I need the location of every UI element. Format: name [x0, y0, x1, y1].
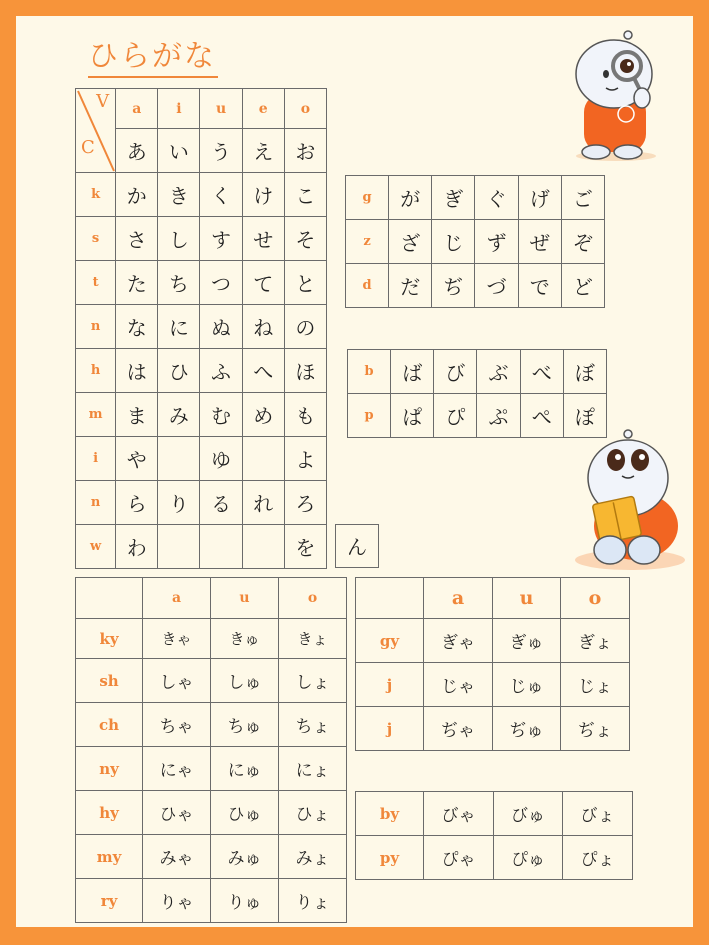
kana-cell: あ — [116, 129, 158, 173]
standalone-n-cell: ん — [335, 524, 379, 568]
empty-header-cell — [76, 578, 143, 619]
kana-cell: り — [158, 481, 200, 525]
kana-cell: しゅ — [211, 659, 279, 703]
youon-handakuten-table — [355, 791, 633, 880]
row-label: sh — [76, 659, 143, 703]
kana-cell: ば — [391, 350, 434, 394]
kana-cell: さ — [116, 217, 158, 261]
kana-cell: みょ — [279, 835, 347, 879]
kana-cell: ぶ — [477, 350, 520, 394]
row-label: ny — [76, 747, 143, 791]
kana-cell: ら — [116, 481, 158, 525]
kana-cell: ぜ — [518, 220, 561, 264]
row-label: n — [76, 481, 116, 525]
kana-cell: みゅ — [211, 835, 279, 879]
vowel-axis-label: V — [96, 91, 110, 112]
kana-cell: ぼ — [563, 350, 606, 394]
row-label: w — [76, 525, 116, 569]
kana-cell: きゅ — [211, 619, 279, 659]
row-label: ch — [76, 703, 143, 747]
kana-cell: びゃ — [424, 792, 494, 836]
kana-cell: ひゅ — [211, 791, 279, 835]
row-label: z — [346, 220, 389, 264]
kana-cell: ゆ — [200, 437, 242, 481]
kana-cell: う — [200, 129, 242, 173]
kana-cell: ぎゅ — [493, 619, 561, 663]
row-label: by — [356, 792, 424, 836]
kana-cell: ぢゃ — [424, 707, 493, 751]
kana-cell: ひ — [158, 349, 200, 393]
row-label: py — [356, 836, 424, 880]
column-header: o — [561, 578, 630, 619]
row-label: d — [346, 264, 389, 308]
row-label: ry — [76, 879, 143, 923]
kana-cell: て — [242, 261, 284, 305]
kana-cell: で — [518, 264, 561, 308]
kana-cell: な — [116, 305, 158, 349]
kana-cell: れ — [242, 481, 284, 525]
vowel-header: o — [284, 89, 326, 129]
kana-cell: びょ — [563, 792, 633, 836]
youon-table — [75, 577, 347, 923]
kana-cell — [200, 525, 242, 569]
kana-cell: む — [200, 393, 242, 437]
row-label: my — [76, 835, 143, 879]
kana-cell: ど — [561, 264, 604, 308]
kana-cell: ぢ — [432, 264, 475, 308]
vowel-header: i — [158, 89, 200, 129]
kana-cell: の — [284, 305, 326, 349]
row-label: k — [76, 173, 116, 217]
kana-cell: ず — [475, 220, 518, 264]
kana-cell: りゃ — [143, 879, 211, 923]
kana-cell: び — [434, 350, 477, 394]
kana-cell: そ — [284, 217, 326, 261]
kana-cell: よ — [284, 437, 326, 481]
kana-cell: みゃ — [143, 835, 211, 879]
kana-cell: に — [158, 305, 200, 349]
kana-cell: へ — [242, 349, 284, 393]
kana-cell: ぢゅ — [493, 707, 561, 751]
kana-cell: こ — [284, 173, 326, 217]
kana-cell: にゃ — [143, 747, 211, 791]
main-kana-table — [75, 88, 327, 569]
kana-cell: ひょ — [279, 791, 347, 835]
row-label: ky — [76, 619, 143, 659]
kana-cell: ぴ — [434, 394, 477, 438]
kana-cell: じゅ — [493, 663, 561, 707]
kana-cell: け — [242, 173, 284, 217]
kana-cell: びゅ — [494, 792, 563, 836]
column-header: a — [143, 578, 211, 619]
kana-cell: た — [116, 261, 158, 305]
vowel-header: e — [242, 89, 284, 129]
handakuten-table — [347, 349, 607, 438]
kana-cell: や — [116, 437, 158, 481]
kana-cell: だ — [389, 264, 432, 308]
kana-cell: ぴょ — [563, 836, 633, 880]
row-label: n — [76, 305, 116, 349]
kana-cell: る — [200, 481, 242, 525]
kana-cell — [158, 437, 200, 481]
kana-cell: ぽ — [563, 394, 606, 438]
row-label: h — [76, 349, 116, 393]
kana-cell: づ — [475, 264, 518, 308]
kana-cell: じ — [432, 220, 475, 264]
row-label: g — [346, 176, 389, 220]
row-label: p — [348, 394, 391, 438]
kana-cell — [158, 525, 200, 569]
kana-cell: お — [284, 129, 326, 173]
mascot-reading-icon — [570, 426, 685, 572]
kana-cell: げ — [518, 176, 561, 220]
kana-cell: す — [200, 217, 242, 261]
kana-cell: を — [284, 525, 326, 569]
kana-cell: ぎゃ — [424, 619, 493, 663]
kana-cell: しょ — [279, 659, 347, 703]
kana-cell: は — [116, 349, 158, 393]
kana-cell: ぞ — [561, 220, 604, 264]
kana-cell: め — [242, 393, 284, 437]
kana-cell: にゅ — [211, 747, 279, 791]
corner-cell — [76, 89, 116, 173]
row-label: hy — [76, 791, 143, 835]
vowel-header: a — [116, 89, 158, 129]
vowel-header: u — [200, 89, 242, 129]
kana-cell: りゅ — [211, 879, 279, 923]
kana-cell: しゃ — [143, 659, 211, 703]
kana-cell: ぺ — [520, 394, 563, 438]
kana-cell: きょ — [279, 619, 347, 659]
kana-cell: ほ — [284, 349, 326, 393]
kana-cell: き — [158, 173, 200, 217]
kana-cell: ちょ — [279, 703, 347, 747]
kana-cell: ぎ — [432, 176, 475, 220]
row-label: s — [76, 217, 116, 261]
kana-cell — [242, 437, 284, 481]
row-label: m — [76, 393, 116, 437]
mascot-magnifier-icon — [566, 28, 666, 164]
kana-cell: ぎょ — [561, 619, 630, 663]
row-label: j — [356, 663, 424, 707]
kana-cell: が — [389, 176, 432, 220]
column-header: o — [279, 578, 347, 619]
kana-cell: ちゃ — [143, 703, 211, 747]
kana-cell: せ — [242, 217, 284, 261]
kana-cell: も — [284, 393, 326, 437]
empty-header-cell — [356, 578, 424, 619]
dakuten-table — [345, 175, 605, 308]
kana-cell: と — [284, 261, 326, 305]
row-label: gy — [356, 619, 424, 663]
kana-cell: ぷ — [477, 394, 520, 438]
kana-cell: ちゅ — [211, 703, 279, 747]
kana-cell: ふ — [200, 349, 242, 393]
kana-cell: ぬ — [200, 305, 242, 349]
kana-cell: つ — [200, 261, 242, 305]
kana-cell: わ — [116, 525, 158, 569]
column-header: u — [493, 578, 561, 619]
kana-cell: ぴゅ — [494, 836, 563, 880]
kana-cell: じゃ — [424, 663, 493, 707]
kana-cell: ひゃ — [143, 791, 211, 835]
row-label: b — [348, 350, 391, 394]
kana-cell: か — [116, 173, 158, 217]
row-label: t — [76, 261, 116, 305]
kana-cell: し — [158, 217, 200, 261]
kana-cell: りょ — [279, 879, 347, 923]
kana-cell: ぴゃ — [424, 836, 494, 880]
kana-cell: ま — [116, 393, 158, 437]
kana-cell: ち — [158, 261, 200, 305]
kana-cell: べ — [520, 350, 563, 394]
kana-cell: ぱ — [391, 394, 434, 438]
kana-cell: え — [242, 129, 284, 173]
row-label: i — [76, 437, 116, 481]
kana-cell: きゃ — [143, 619, 211, 659]
kana-cell: み — [158, 393, 200, 437]
kana-cell: ご — [561, 176, 604, 220]
kana-cell: ざ — [389, 220, 432, 264]
kana-cell: ぐ — [475, 176, 518, 220]
kana-cell: にょ — [279, 747, 347, 791]
kana-cell: く — [200, 173, 242, 217]
row-label: j — [356, 707, 424, 751]
column-header: u — [211, 578, 279, 619]
kana-cell: ろ — [284, 481, 326, 525]
kana-cell: ぢょ — [561, 707, 630, 751]
consonant-axis-label: C — [81, 137, 95, 158]
youon-dakuten-table — [355, 577, 630, 751]
kana-cell: じょ — [561, 663, 630, 707]
kana-cell — [242, 525, 284, 569]
page-title: ひらがな — [88, 38, 218, 78]
kana-cell: い — [158, 129, 200, 173]
column-header: a — [424, 578, 493, 619]
kana-cell: ね — [242, 305, 284, 349]
